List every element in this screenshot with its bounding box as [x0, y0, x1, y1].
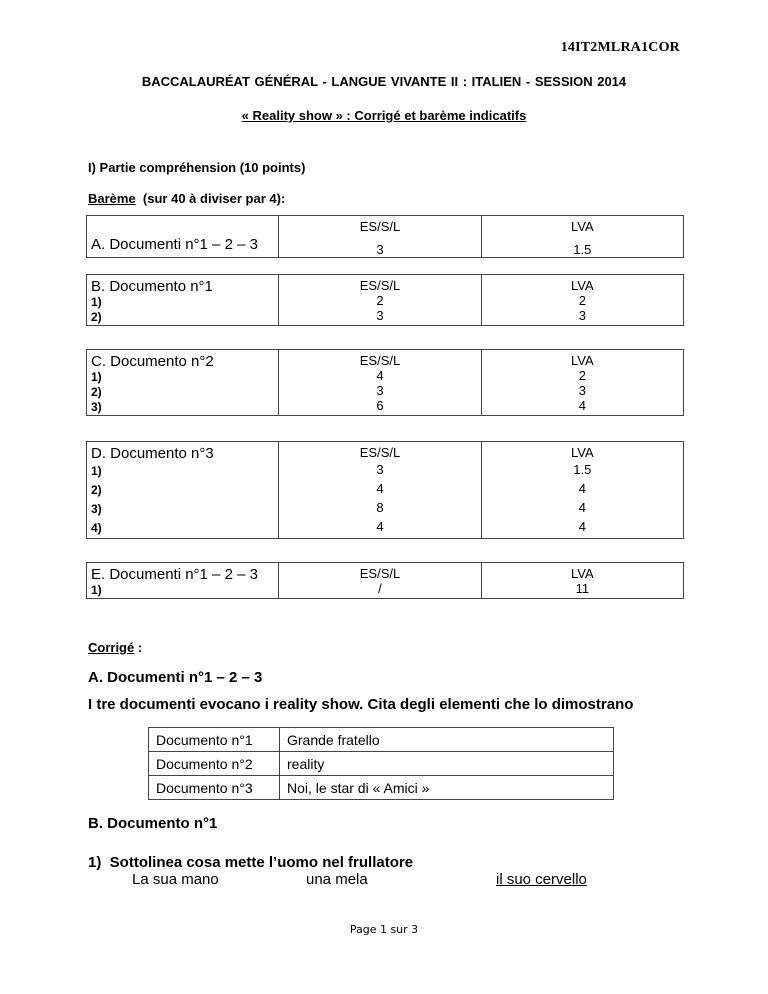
- doc-label: Documento n°3: [149, 776, 280, 800]
- table-b-label: B. Documento n°1 1) 2): [87, 275, 279, 326]
- table-d-label: D. Documento n°3 1) 2) 3) 4): [87, 442, 279, 539]
- grading-table-a: [86, 215, 684, 258]
- table-e-score-es: ES/S/L /: [279, 563, 481, 599]
- doc-label: Documento n°1: [149, 728, 280, 752]
- table-e-label: E. Documenti n°1 – 2 – 3 1): [87, 563, 279, 599]
- bareme-note: (sur 40 à diviser par 4):: [135, 191, 286, 206]
- section-a-question: I tre documenti evocano i reality show. Cita degli elementi che lo dimostrano: [88, 696, 634, 713]
- document-code: 14IT2MLRA1COR: [560, 40, 680, 55]
- section-title-comprehension: I) Partie compréhension (10 points): [88, 160, 306, 175]
- answer-option-correct: il suo cervello: [496, 871, 587, 888]
- table-a-score-lva: LVA 1.5: [481, 216, 683, 258]
- table-a-score-es: ES/S/L 3: [279, 216, 481, 258]
- exam-header: BACCALAURÉAT GÉNÉRAL - LANGUE VIVANTE II : ITALIEN - SESSION 2014: [141, 74, 627, 89]
- doc-label: Documento n°2: [149, 752, 280, 776]
- section-b-heading: B. Documento n°1: [88, 815, 218, 832]
- table-b-score-lva: LVA 2 3: [481, 275, 683, 326]
- corrige-heading: [88, 640, 142, 655]
- bareme-label: Barème: [88, 191, 136, 206]
- table-e-score-lva: LVA 11: [481, 563, 683, 599]
- document-subtitle: « Reality show » : Corrigé et barème indicatifs: [241, 108, 527, 123]
- grading-table-d: [86, 441, 684, 539]
- grading-table-b: [86, 274, 684, 326]
- doc-answer: Noi, le star di « Amici »: [280, 776, 614, 800]
- table-d-score-es: ES/S/L 3 4 8 4: [279, 442, 481, 539]
- page-number: Page 1 sur 3: [349, 923, 419, 936]
- table-d-score-lva: LVA 1.5 4 4 4: [481, 442, 683, 539]
- doc-answer: Grande fratello: [280, 728, 614, 752]
- bareme-line: [88, 191, 285, 206]
- table-c-score-es: ES/S/L 4 3 6: [279, 350, 481, 416]
- table-row: [149, 728, 614, 752]
- grading-table-e: [86, 562, 684, 599]
- corrige-colon: :: [134, 640, 143, 655]
- table-c-score-lva: LVA 2 3 4: [481, 350, 683, 416]
- answer-option: una mela: [306, 871, 368, 888]
- documents-answer-table: [148, 727, 614, 800]
- section-a-heading: A. Documenti n°1 – 2 – 3: [88, 669, 263, 686]
- section-b-question-1: 1) Sottolinea cosa mette l’uomo nel frullatore: [88, 854, 414, 871]
- answer-option: La sua mano: [132, 871, 219, 888]
- table-row: [149, 752, 614, 776]
- table-row: [149, 776, 614, 800]
- grading-table-c: [86, 349, 684, 416]
- table-c-label: C. Documento n°2 1) 2) 3): [87, 350, 279, 416]
- table-b-score-es: ES/S/L 2 3: [279, 275, 481, 326]
- table-a-label: A. Documenti n°1 – 2 – 3: [87, 216, 279, 258]
- corrige-label: Corrigé: [88, 640, 135, 655]
- doc-answer: reality: [280, 752, 614, 776]
